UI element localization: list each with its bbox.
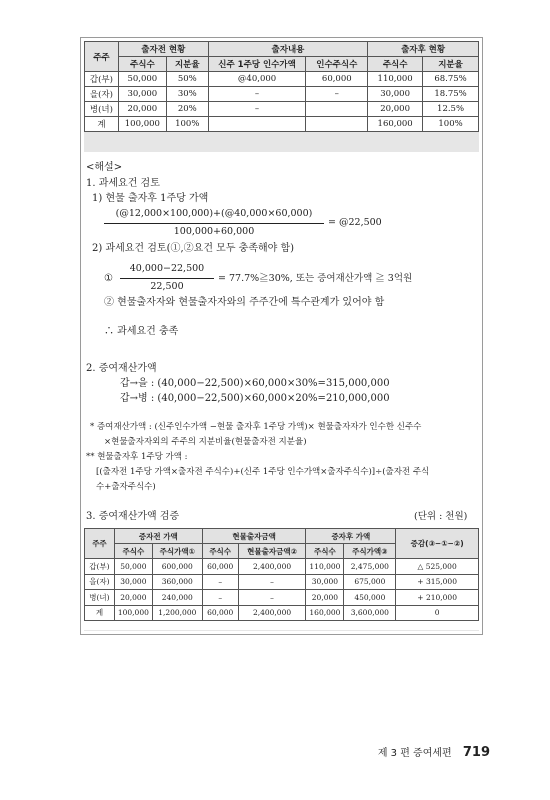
header-ratio-after: 지분율 [423,57,479,72]
note-2-line-2: [(출자전 1주당 가액×출자전 주식수)+(신주 1주당 인수가액×출자주식수)]÷(출자전 주식 [96,467,430,477]
note-2-line-1: ** 현물출자후 1주당 가액 : [86,452,188,462]
note-1-line-1: * 증여재산가액 : (신주인수가액 −현물 출자후 1주당 가액)× 현물출자자가 인수한 신주수 [90,422,422,432]
header-before-value: 증자전 가액 [114,529,202,544]
fraction-2-result: = 77.7%≧30%, 또는 증여재산가액 ≧ 3억원 [218,273,413,284]
fraction-2-denominator: 22,500 [150,281,184,292]
solution-heading: <해설> [86,162,123,173]
fraction-2-numerator: 40,000−22,500 [129,263,205,274]
page-footer [378,744,490,760]
header-shares: 주식수 [114,544,152,559]
contribution-status-table [84,41,479,132]
section-2-title: 2. 증여재산가액 [86,363,157,374]
note-1-line-2: ×현물출자자외의 주주의 지분비율(현물출자전 지분율) [104,437,307,447]
fraction-1-denominator: 100,000+60,000 [173,226,255,237]
header-content: 출자내용 [208,42,367,57]
header-ratio: 지분율 [166,57,208,72]
table-row: 갑(부) 50,000 600,000 60,000 2,400,000 110,000 2,475,000 △ 525,000 [85,559,479,575]
header-difference: 증감(③−①−②) [396,529,479,559]
table-row: 병(녀) 20,000 20% – 20,000 12.5% [85,102,479,117]
calculation-1: 갑→을 : (40,000−22,500)×60,000×30%=315,000,000 [120,378,390,389]
header-after: 출자후 현황 [368,42,479,57]
table-row-total: 계 100,000 100% 160,000 100% [85,117,479,132]
table-row: 갑(부) 50,000 50% @40,000 60,000 110,000 68.75% [85,72,479,87]
fraction-1-bar [104,223,324,224]
table-row-total: 계 100,000 1,200,000 60,000 2,400,000 160,000 3,600,000 0 [85,605,479,621]
table-row: 을(자) 30,000 30% – – 30,000 18.75% [85,87,479,102]
table-row: 병(녀) 20,000 240,000 – – 20,000 450,000 + 210,000 [85,590,479,606]
conclusion: ∴ 과세요건 충족 [104,326,179,337]
section-3-title: 3. 증여재산가액 검증 [86,511,180,522]
condition-1-mark: ① [104,273,113,284]
fraction-2-bar [120,278,214,279]
header-before: 출자전 현황 [118,42,208,57]
table-row: 을(자) 30,000 360,000 – – 30,000 675,000 + 315,000 [85,574,479,590]
header-value-3: 주식가액③ [344,544,396,559]
header-shares-after: 주식수 [368,57,423,72]
fraction-1-numerator: (@12,000×100,000)+(@40,000×60,000) [115,208,313,219]
header-inkind-amount: 현물출자금액 [202,529,306,544]
section-1-1: 1) 현물 출자후 1주당 가액 [92,193,209,204]
header-amount-2: 현물출자금액② [238,544,306,559]
header-shareholder: 주주 [85,529,115,559]
header-shares-inkind: 주식수 [202,544,238,559]
header-price: 신주 1주당 인수가액 [208,57,306,72]
section-1-title: 1. 과세요건 검토 [86,178,160,189]
header-shares-after: 주식수 [306,544,344,559]
gift-value-verification-table [84,528,479,621]
chapter-label: 제 3 편 증여세편 [377,748,452,759]
section-1-2: 2) 과세요건 검토(①,②요건 모두 충족해야 함) [92,243,295,254]
condition-2: ② 현물출자자와 현물출자자와의 주주간에 특수관계가 있어야 함 [104,297,385,308]
header-shareholder: 주주 [85,42,119,72]
page-number: 719 [462,745,490,760]
calculation-2: 갑→병 : (40,000−22,500)×60,000×20%=210,000,000 [120,393,390,404]
header-value-1: 주식가액① [152,544,202,559]
fraction-1-result: = @22,500 [328,217,382,228]
unit-label: (단위 : 천원) [414,511,468,522]
header-shares: 주식수 [118,57,166,72]
header-after-value: 증자후 가액 [306,529,396,544]
header-new-shares: 인수주식수 [306,57,368,72]
note-2-line-3: 수+출자주식수) [96,482,156,492]
